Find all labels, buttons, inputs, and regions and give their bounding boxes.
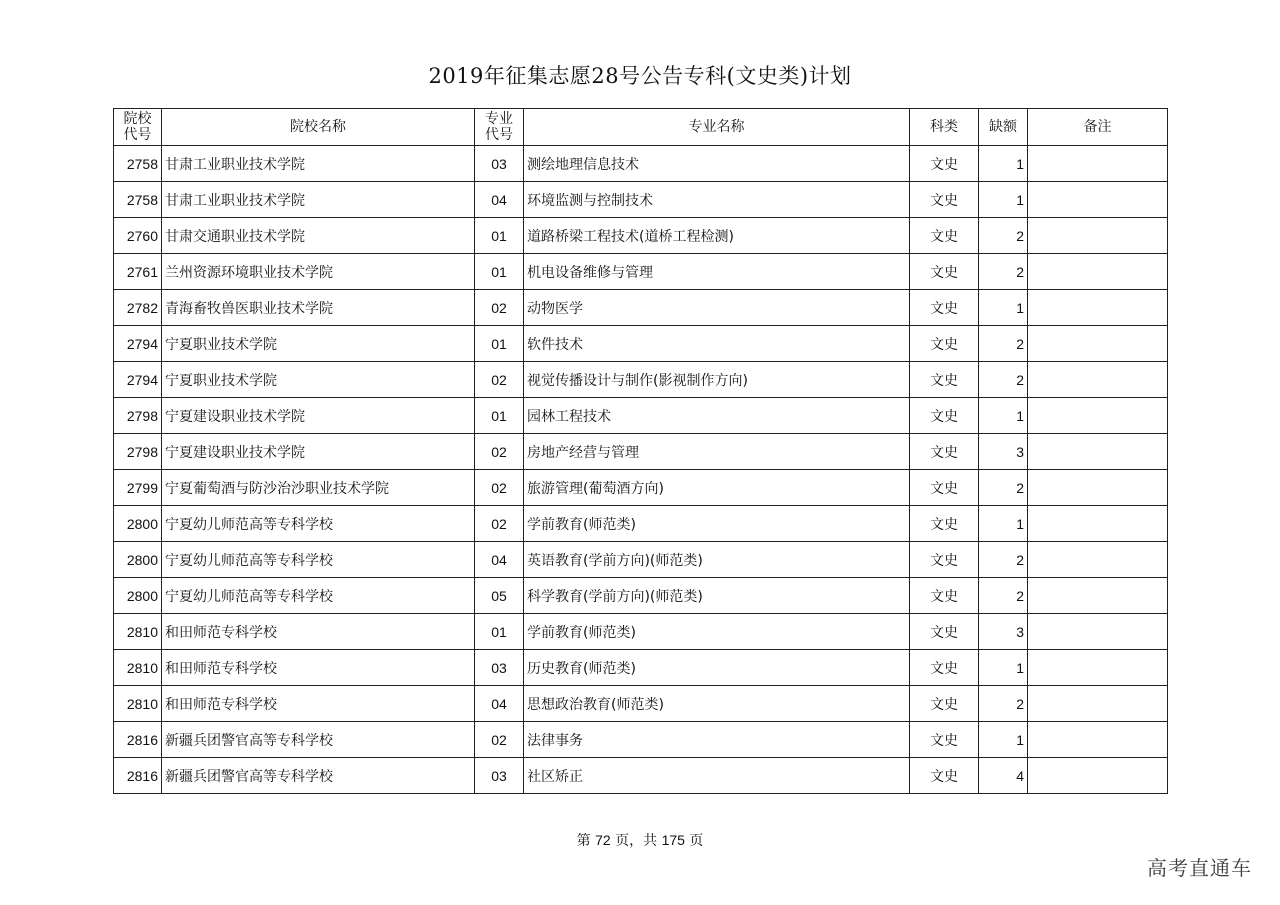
cell-category: 文史	[910, 434, 979, 470]
cell-category: 文史	[910, 470, 979, 506]
cell-remarks	[1028, 290, 1168, 326]
cell-category: 文史	[910, 182, 979, 218]
cell-major-name: 机电设备维修与管理	[524, 254, 910, 290]
cell-school-name: 和田师范专科学校	[162, 686, 475, 722]
table-row	[114, 146, 1168, 182]
cell-remarks	[1028, 434, 1168, 470]
header-school-code-line1: 院校	[123, 111, 152, 127]
header-major-name: 专业名称	[524, 109, 910, 146]
cell-school-code: 2810	[114, 686, 162, 722]
cell-school-code: 2800	[114, 542, 162, 578]
cell-remarks	[1028, 614, 1168, 650]
cell-remarks	[1028, 182, 1168, 218]
table-header	[114, 109, 1168, 146]
cell-major-code: 01	[475, 614, 524, 650]
cell-school-name: 甘肃工业职业技术学院	[162, 146, 475, 182]
cell-school-code: 2798	[114, 434, 162, 470]
cell-vacancies: 1	[979, 722, 1028, 758]
cell-category: 文史	[910, 218, 979, 254]
cell-school-code: 2760	[114, 218, 162, 254]
cell-category: 文史	[910, 578, 979, 614]
cell-major-name: 学前教育(师范类)	[524, 506, 910, 542]
cell-major-name: 旅游管理(葡萄酒方向)	[524, 470, 910, 506]
watermark-text: 高考直通车	[1147, 856, 1252, 880]
enrollment-plan-table	[113, 108, 1168, 794]
footer-middle: 页，共	[615, 833, 658, 849]
cell-category: 文史	[910, 542, 979, 578]
cell-major-code: 01	[475, 326, 524, 362]
header-school-code	[114, 109, 162, 146]
cell-vacancies: 1	[979, 290, 1028, 326]
cell-major-code: 02	[475, 506, 524, 542]
footer-current-page: 72	[595, 832, 611, 848]
cell-school-name: 宁夏幼儿师范高等专科学校	[162, 578, 475, 614]
cell-vacancies: 1	[979, 650, 1028, 686]
cell-school-name: 甘肃工业职业技术学院	[162, 182, 475, 218]
cell-school-code: 2800	[114, 578, 162, 614]
cell-major-code: 01	[475, 254, 524, 290]
cell-major-name: 软件技术	[524, 326, 910, 362]
cell-major-code: 03	[475, 758, 524, 794]
document-title: 2019年征集志愿28号公告专科(文史类)计划	[428, 64, 852, 88]
cell-remarks	[1028, 722, 1168, 758]
cell-major-code: 04	[475, 542, 524, 578]
cell-school-name: 宁夏建设职业技术学院	[162, 434, 475, 470]
cell-major-code: 04	[475, 182, 524, 218]
cell-school-code: 2810	[114, 650, 162, 686]
cell-remarks	[1028, 578, 1168, 614]
cell-major-code: 03	[475, 650, 524, 686]
cell-school-name: 宁夏建设职业技术学院	[162, 398, 475, 434]
cell-vacancies: 1	[979, 182, 1028, 218]
cell-major-code: 02	[475, 362, 524, 398]
cell-major-name: 法律事务	[524, 722, 910, 758]
cell-vacancies: 2	[979, 542, 1028, 578]
table-row	[114, 650, 1168, 686]
cell-vacancies: 2	[979, 362, 1028, 398]
cell-major-code: 02	[475, 290, 524, 326]
cell-major-code: 03	[475, 146, 524, 182]
cell-major-name: 园林工程技术	[524, 398, 910, 434]
cell-vacancies: 2	[979, 254, 1028, 290]
cell-major-code: 05	[475, 578, 524, 614]
cell-major-code: 01	[475, 218, 524, 254]
header-vacancies: 缺额	[979, 109, 1028, 146]
cell-school-code: 2798	[114, 398, 162, 434]
cell-major-code: 02	[475, 722, 524, 758]
cell-vacancies: 2	[979, 578, 1028, 614]
cell-remarks	[1028, 362, 1168, 398]
header-major-code-line1: 专业	[485, 111, 513, 127]
page-footer	[0, 830, 1280, 850]
table-row	[114, 290, 1168, 326]
cell-major-name: 历史教育(师范类)	[524, 650, 910, 686]
cell-school-name: 和田师范专科学校	[162, 614, 475, 650]
table-body	[114, 146, 1168, 794]
cell-category: 文史	[910, 758, 979, 794]
cell-category: 文史	[910, 722, 979, 758]
cell-school-code: 2758	[114, 182, 162, 218]
cell-school-name: 兰州资源环境职业技术学院	[162, 254, 475, 290]
table-row	[114, 614, 1168, 650]
header-category: 科类	[910, 109, 979, 146]
footer-total-pages: 175	[661, 832, 685, 848]
cell-school-code: 2810	[114, 614, 162, 650]
cell-major-code: 04	[475, 686, 524, 722]
footer-suffix: 页	[689, 833, 704, 849]
cell-major-name: 动物医学	[524, 290, 910, 326]
cell-school-code: 2758	[114, 146, 162, 182]
header-remarks: 备注	[1028, 109, 1168, 146]
cell-school-name: 宁夏幼儿师范高等专科学校	[162, 542, 475, 578]
cell-major-name: 视觉传播设计与制作(影视制作方向)	[524, 362, 910, 398]
table-row	[114, 506, 1168, 542]
cell-school-name: 青海畜牧兽医职业技术学院	[162, 290, 475, 326]
cell-category: 文史	[910, 614, 979, 650]
cell-category: 文史	[910, 686, 979, 722]
cell-remarks	[1028, 686, 1168, 722]
cell-remarks	[1028, 650, 1168, 686]
cell-category: 文史	[910, 362, 979, 398]
cell-vacancies: 1	[979, 398, 1028, 434]
cell-remarks	[1028, 758, 1168, 794]
cell-major-name: 思想政治教育(师范类)	[524, 686, 910, 722]
cell-major-code: 02	[475, 470, 524, 506]
cell-school-code: 2782	[114, 290, 162, 326]
cell-vacancies: 1	[979, 146, 1028, 182]
cell-school-name: 新疆兵团警官高等专科学校	[162, 722, 475, 758]
cell-major-name: 道路桥梁工程技术(道桥工程检测)	[524, 218, 910, 254]
cell-remarks	[1028, 218, 1168, 254]
cell-major-name: 科学教育(学前方向)(师范类)	[524, 578, 910, 614]
cell-major-name: 测绘地理信息技术	[524, 146, 910, 182]
cell-remarks	[1028, 506, 1168, 542]
table-row	[114, 578, 1168, 614]
table-row	[114, 686, 1168, 722]
cell-school-code: 2794	[114, 326, 162, 362]
cell-vacancies: 2	[979, 218, 1028, 254]
cell-school-name: 甘肃交通职业技术学院	[162, 218, 475, 254]
cell-school-name: 新疆兵团警官高等专科学校	[162, 758, 475, 794]
cell-school-code: 2761	[114, 254, 162, 290]
cell-major-code: 01	[475, 398, 524, 434]
cell-remarks	[1028, 146, 1168, 182]
table-row	[114, 362, 1168, 398]
cell-major-name: 环境监测与控制技术	[524, 182, 910, 218]
cell-remarks	[1028, 398, 1168, 434]
cell-remarks	[1028, 470, 1168, 506]
cell-category: 文史	[910, 290, 979, 326]
cell-vacancies: 4	[979, 758, 1028, 794]
cell-school-name: 宁夏职业技术学院	[162, 326, 475, 362]
table-row	[114, 758, 1168, 794]
cell-major-name: 社区矫正	[524, 758, 910, 794]
cell-vacancies: 3	[979, 434, 1028, 470]
table-row	[114, 326, 1168, 362]
footer-prefix: 第	[576, 833, 591, 849]
header-major-code	[475, 109, 524, 146]
cell-category: 文史	[910, 398, 979, 434]
header-row	[114, 109, 1168, 146]
cell-category: 文史	[910, 650, 979, 686]
table-row	[114, 182, 1168, 218]
cell-vacancies: 2	[979, 686, 1028, 722]
cell-major-code: 02	[475, 434, 524, 470]
cell-remarks	[1028, 326, 1168, 362]
cell-remarks	[1028, 254, 1168, 290]
cell-category: 文史	[910, 506, 979, 542]
cell-school-code: 2816	[114, 722, 162, 758]
table-row	[114, 254, 1168, 290]
cell-remarks	[1028, 542, 1168, 578]
cell-school-name: 宁夏职业技术学院	[162, 362, 475, 398]
table-row	[114, 542, 1168, 578]
cell-school-code: 2799	[114, 470, 162, 506]
cell-school-name: 宁夏幼儿师范高等专科学校	[162, 506, 475, 542]
cell-major-name: 学前教育(师范类)	[524, 614, 910, 650]
cell-school-code: 2816	[114, 758, 162, 794]
header-school-code-line2: 代号	[123, 127, 152, 143]
table-row	[114, 434, 1168, 470]
cell-vacancies: 1	[979, 506, 1028, 542]
cell-major-name: 房地产经营与管理	[524, 434, 910, 470]
table-row	[114, 470, 1168, 506]
cell-category: 文史	[910, 146, 979, 182]
cell-major-name: 英语教育(学前方向)(师范类)	[524, 542, 910, 578]
table-row	[114, 398, 1168, 434]
table-row	[114, 722, 1168, 758]
cell-category: 文史	[910, 254, 979, 290]
header-school-name: 院校名称	[162, 109, 475, 146]
header-major-code-line2: 代号	[485, 127, 513, 143]
cell-vacancies: 3	[979, 614, 1028, 650]
cell-vacancies: 2	[979, 470, 1028, 506]
cell-school-code: 2794	[114, 362, 162, 398]
table-row	[114, 218, 1168, 254]
cell-school-name: 和田师范专科学校	[162, 650, 475, 686]
cell-category: 文史	[910, 326, 979, 362]
cell-school-name: 宁夏葡萄酒与防沙治沙职业技术学院	[162, 470, 475, 506]
cell-vacancies: 2	[979, 326, 1028, 362]
cell-school-code: 2800	[114, 506, 162, 542]
